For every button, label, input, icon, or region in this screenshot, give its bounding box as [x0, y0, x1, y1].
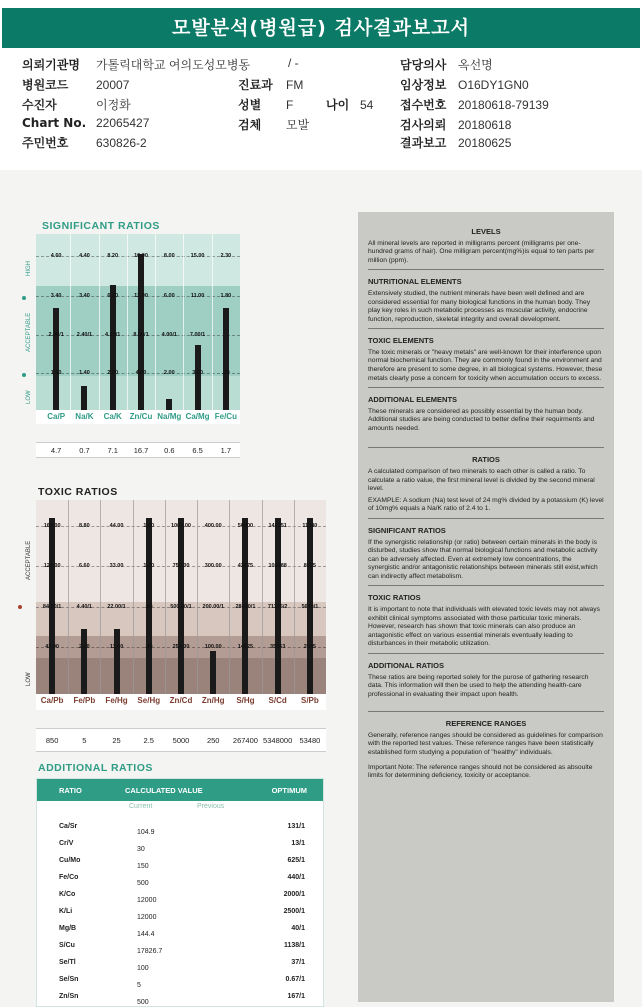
optimum-value: 2000/1	[283, 891, 305, 898]
field-key: 주민번호	[22, 136, 69, 150]
significant-ratios-text: If the synergistic relationship (or ratio) between certain minerals in the body is disturbed, studies show that normal biological functions and metabolic activity can be adversely affected. Even at extremely low concentrations, the synergistic and/or antagonistic relationships between minerals still exist,which can indirectly affect metabolism.	[368, 538, 598, 580]
tick-label: 8.00	[163, 253, 175, 259]
tick-label: 8.80	[78, 523, 90, 529]
current-value: 5	[137, 982, 141, 989]
ratio-value: 6.5	[192, 446, 203, 455]
ratio-bar	[110, 285, 116, 410]
optimum-value: 440/1	[287, 874, 305, 881]
tick-label: 5690/1	[301, 604, 319, 610]
category-label: Zn/Cu	[129, 412, 153, 421]
ratio-bar	[81, 386, 87, 410]
side-label: ACCEPTABLE	[26, 540, 32, 580]
reference-ranges-title: REFERENCE RANGES	[445, 719, 527, 729]
field-key: 나이	[326, 98, 350, 112]
tick-label: 7.00/1	[189, 332, 206, 338]
tick-label: 56900	[237, 523, 254, 529]
additional-elements-title: ADDITIONAL ELEMENTS	[368, 395, 458, 405]
tick-label: 2.20	[107, 370, 119, 376]
field-key: 성별	[238, 98, 262, 112]
tick-label: 11.00	[109, 644, 124, 650]
ratio-header: RATIO	[59, 786, 82, 795]
ratio-name: Se/Tl	[59, 959, 76, 966]
toxic-ratios-chart	[26, 500, 326, 752]
tick-label: 2845	[303, 644, 316, 650]
optimum-value: 625/1	[287, 857, 305, 864]
marker-dot	[22, 296, 26, 300]
optimum-value: 1138/1	[283, 942, 305, 949]
column-divider	[155, 234, 156, 410]
important-note: Important Note: The reference ranges should not be considered as absoulte limits for determining deficiency, toxicity or acceptance.	[368, 763, 593, 780]
field-value: O16DY1GN0	[458, 78, 529, 92]
field-value: 54	[360, 98, 374, 112]
ratio-value: 0.7	[79, 446, 90, 455]
ratio-value: 25	[112, 736, 121, 745]
ratio-name: Mg/B	[59, 925, 77, 932]
field-value: F	[286, 98, 294, 112]
optimum-value: 0.67/1	[285, 976, 305, 983]
current-value: 12000	[137, 914, 157, 921]
tick-label: 11380	[302, 523, 318, 529]
tick-label: 8.20	[107, 253, 119, 259]
optimum-value: 13/1	[291, 840, 305, 847]
ratio-value: 5	[82, 736, 87, 745]
ratio-name: K/Li	[59, 908, 73, 915]
tick-label: 400.00	[204, 523, 222, 529]
category-label: Fe/Hg	[105, 696, 128, 705]
column-divider	[99, 234, 100, 410]
field-value: 20180618	[458, 118, 512, 132]
field-key: 담당의사	[400, 58, 447, 72]
nutritional-text: Extensively studied, the nutrient minerals have been well defined and are considered essential for many biological functions in the human body. They play key roles in such metabolic processes as muscular activity, endocrine function, reproduction, skeletal integrity and overall development.	[368, 289, 591, 323]
toxic-elements-text: The toxic minerals or "heavy metals" are well-known for their interference upon normal biochemical function. They are commonly found in the environment and therefore are present to some degree, in all biological systems. However, these metals clearly pose a concern for toxicity when accumulation occurs to excess.	[368, 348, 603, 382]
field-value: / -	[288, 56, 299, 70]
tick-label: 4.00	[135, 370, 147, 376]
field-value: 옥선명	[458, 58, 493, 72]
column-divider	[100, 500, 101, 694]
tick-label: 6.20	[107, 293, 119, 299]
tick-label: 3.40	[50, 293, 62, 299]
toxic-elements-title: TOXIC ELEMENTS	[368, 336, 434, 346]
tick-label: 3.40	[79, 293, 90, 299]
current-value: 500	[137, 880, 149, 887]
category-label: Fe/Cu	[214, 412, 237, 421]
ratio-name: S/Cu	[59, 942, 75, 949]
category-label: Ca/Pb	[40, 696, 64, 705]
category-label: S/Pb	[300, 696, 319, 705]
tick-label: 300.00	[204, 563, 222, 569]
tick-label: 4.60	[50, 253, 62, 259]
toxic-ratios-title: TOXIC RATIOS	[368, 593, 421, 603]
tick-label: 4.40/1	[76, 604, 92, 610]
tick-label: 4.20/1	[105, 332, 121, 338]
field-value: 22065427	[96, 116, 150, 130]
previous-subheader: Previous	[197, 803, 225, 810]
reference-ranges-text: Generally, reference ranges should be considered as guidelines for comparison with the reported test values. These reference ranges have been statistically established form studying a population of "healthy" individuals.	[368, 731, 603, 756]
side-label: LOW	[26, 672, 32, 686]
optimum-header: OPTIMUM	[271, 786, 307, 795]
ratio-name: K/Co	[59, 891, 76, 898]
tick-label: 14225	[237, 644, 254, 650]
ratio-bar	[81, 629, 87, 694]
calculated-value-header: CALCULATED VALUE	[125, 786, 203, 795]
field-key: 결과보고	[400, 136, 447, 150]
ratio-value: 53480	[299, 736, 321, 745]
ratio-value: 267400	[232, 736, 258, 745]
optimum-value: 167/1	[287, 993, 305, 1000]
ratio-bar	[114, 629, 120, 694]
tick-label: 2.30	[220, 253, 232, 259]
field-value: 630826-2	[96, 136, 147, 150]
nutritional-title: NUTRITIONAL ELEMENTS	[368, 277, 462, 287]
field-key: 검사의뢰	[400, 118, 447, 132]
ratio-value: 5000	[172, 736, 190, 745]
ratios-title: RATIOS	[472, 455, 500, 465]
ratio-value: 0.6	[164, 446, 175, 455]
current-value: 150	[137, 863, 149, 870]
significant-ratios-label: SIGNIFICANT RATIOS	[42, 220, 160, 232]
additional-ratios-label: ADDITIONAL RATIOS	[38, 762, 153, 774]
tick-label: 100.00	[204, 644, 222, 650]
column-divider	[212, 234, 213, 410]
side-label: HIGH	[26, 261, 32, 276]
tick-label: .80	[144, 604, 153, 610]
category-label: S/Hg	[236, 696, 255, 705]
current-value: 500	[137, 999, 149, 1006]
tick-label: 6.60	[78, 563, 90, 569]
tick-label: 8.00/1	[133, 332, 149, 338]
tick-label: 3.00	[192, 370, 203, 376]
ratio-value: 4.7	[50, 446, 62, 455]
marker-dot	[18, 605, 22, 609]
field-key: 의뢰기관명	[22, 58, 80, 72]
ratio-value: 250	[206, 736, 220, 745]
optimum-value: 131/1	[287, 823, 305, 830]
tick-label: 250.00	[172, 644, 190, 650]
side-label: LOW	[26, 390, 32, 404]
ratio-bar	[223, 308, 229, 410]
tick-label: 1.80	[220, 293, 232, 299]
tick-label: 15.00	[190, 253, 205, 259]
current-value: 104.9	[137, 829, 155, 836]
field-key: 임상정보	[400, 78, 447, 92]
tick-label: 11.00	[190, 293, 205, 299]
current-value: 12000	[137, 897, 157, 904]
column-divider	[262, 500, 263, 694]
field-key: 검체	[238, 118, 262, 132]
category-label: S/Cd	[268, 696, 287, 705]
explanation-panel	[358, 212, 614, 1002]
field-value: 모발	[286, 118, 310, 132]
toxic-ratios-text: It is important to note that individuals with elevated toxic levels may not always exhibit clinical symptoms associated with those particular toxic minerals. However, research has shown that toxic minerals can also produce an antagonistic effect on various essential minerals eventually leading to disturbances in their metabolic utilization.	[368, 606, 600, 648]
tick-label: 106688	[268, 563, 287, 569]
side-label: ACCEPTABLE	[26, 312, 32, 352]
ratio-name: Se/Sn	[59, 976, 79, 983]
tick-label: 22.00/1	[107, 604, 126, 610]
field-key: 접수번호	[400, 98, 447, 112]
column-divider	[294, 500, 295, 694]
tick-label: 2.00	[163, 370, 175, 376]
ratio-name: Ca/Sr	[59, 823, 78, 830]
optimum-value: 40/1	[291, 925, 305, 932]
field-key: Chart No.	[22, 116, 87, 130]
scanned-report	[0, 170, 642, 1007]
ratio-bar	[166, 399, 172, 410]
column-divider	[165, 500, 166, 694]
field-key: 수진자	[22, 98, 57, 112]
tick-label: 28450/1	[235, 604, 256, 610]
category-label: Na/Mg	[157, 412, 182, 421]
field-value: FM	[286, 78, 304, 92]
levels-title: LEVELS	[471, 227, 501, 236]
ratio-value: 16.7	[133, 446, 149, 455]
tick-label: 126.00	[43, 563, 61, 569]
ratios-example: EXAMPLE: A sodium (Na) test level of 24 mg% divided by a potassium (K) level of 10mg% equals a Na/K ratio of 2.4 to 1.	[368, 496, 604, 513]
optimum-value: 2500/1	[283, 908, 305, 915]
tick-label: 33.00	[109, 563, 124, 569]
tick-label: 6.00	[163, 293, 175, 299]
field-key: 진료과	[238, 78, 273, 92]
column-divider	[183, 234, 184, 410]
additional-ratios-title: ADDITIONAL RATIOS	[368, 660, 444, 670]
field-value: 20180625	[458, 136, 512, 150]
category-label: Zn/Cd	[169, 696, 193, 705]
tick-label: 200.00/1	[202, 604, 224, 610]
marker-dot	[22, 373, 26, 377]
optimum-value: 37/1	[291, 959, 305, 966]
tick-label: 4.40	[79, 253, 90, 259]
ratio-bar	[195, 345, 201, 410]
tick-label: 4.00/1	[161, 332, 177, 338]
category-label: Ca/Mg	[185, 412, 210, 421]
tick-label: 44.00	[109, 523, 124, 529]
tick-label: 1000.00	[171, 523, 191, 529]
ratio-name: Fe/Co	[59, 874, 79, 881]
ratio-bar	[53, 308, 59, 410]
ratios-text: A calculated comparison of two minerals to each other is called a ratio. To calculate a ratio value, the first mineral level is divided by the second mineral level.	[368, 468, 595, 493]
tick-label: 1.20	[143, 563, 155, 569]
table-header	[37, 779, 323, 801]
ratio-name: Cu/Mo	[59, 857, 81, 864]
ratio-value: 2.5	[143, 736, 154, 745]
tick-label: 1.60	[143, 523, 155, 529]
column-divider	[127, 234, 128, 410]
additional-elements-text: These minerals are considered as possibly essential by the human body. Additional studies are being conducted to better define their requirments and amounts needed.	[368, 407, 595, 432]
toxic-ratios-label: TOXIC RATIOS	[38, 486, 118, 498]
ratio-name: Cr/V	[59, 840, 74, 847]
field-value: 이정화	[96, 98, 131, 112]
column-divider	[133, 500, 134, 694]
column-divider	[229, 500, 230, 694]
tick-label: 168.00	[43, 523, 61, 529]
tick-label: 2.20	[78, 644, 90, 650]
tick-label: 84.00/1	[42, 604, 62, 610]
tick-label: 16.00	[134, 253, 148, 259]
tick-label: .20	[222, 370, 230, 376]
field-key: 병원코드	[22, 78, 69, 92]
tick-label: 42.00	[45, 644, 59, 650]
category-label: Ca/P	[47, 412, 66, 421]
tick-label: 12.00	[134, 293, 148, 299]
additional-ratios-table	[36, 778, 324, 1007]
category-label: Ca/K	[103, 412, 122, 421]
ratio-value: 5348000	[263, 736, 293, 745]
tick-label: 42675	[237, 563, 254, 569]
tick-label: 1.60	[50, 370, 62, 376]
column-divider	[70, 234, 71, 410]
ratio-value: 7.1	[107, 446, 118, 455]
current-subheader: Current	[129, 803, 153, 810]
current-value: 100	[137, 965, 149, 972]
tick-label: 71125/2	[267, 604, 288, 610]
tick-label: 142251	[268, 523, 287, 529]
current-value: 17826.7	[137, 948, 163, 955]
ratio-name: Zn/Sn	[59, 993, 79, 1000]
tick-label: 500.00/1	[170, 604, 192, 610]
tick-label: 2.40/1	[48, 332, 64, 338]
tick-label: 8535	[303, 563, 316, 569]
tick-label: 750.00	[172, 563, 190, 569]
category-label: Se/Hg	[137, 696, 161, 705]
significant-ratios-chart	[26, 234, 240, 458]
current-value: 144.4	[137, 931, 155, 938]
levels-text: All mineral levels are reported in milligrams percent (milligrams per one-hundred grams of hair). One milligram percent(mg%)is equal to ten parts per million (ppm).	[368, 239, 595, 264]
ratio-value: 1.7	[220, 446, 232, 455]
category-label: Na/K	[75, 412, 94, 421]
current-value: 30	[137, 846, 145, 853]
field-value: 가톨릭대학교 여의도성모병동	[96, 58, 251, 72]
ratio-bar	[210, 651, 216, 694]
column-divider	[197, 500, 198, 694]
tick-label: 35563	[270, 644, 286, 650]
tick-label: 2.40/1	[76, 332, 93, 338]
category-label: Fe/Pb	[73, 696, 96, 705]
report-title: 모발분석(병원급) 검사결과보고서	[2, 8, 640, 48]
tick-label: .40	[144, 644, 153, 650]
category-label: Zn/Hg	[201, 696, 225, 705]
field-value: 20007	[96, 78, 130, 92]
ratio-value: 850	[45, 736, 59, 745]
additional-ratios-text: These ratios are being reported solely for the purose of gathering research data. This information will then be used to help the attending health-care professional in evaluating their impact upon health.	[368, 673, 589, 698]
significant-ratios-title: SIGNIFICANT RATIOS	[368, 525, 446, 535]
column-divider	[68, 500, 69, 694]
field-value: 20180618-79139	[458, 98, 549, 112]
tick-label: 1.40	[79, 370, 90, 376]
